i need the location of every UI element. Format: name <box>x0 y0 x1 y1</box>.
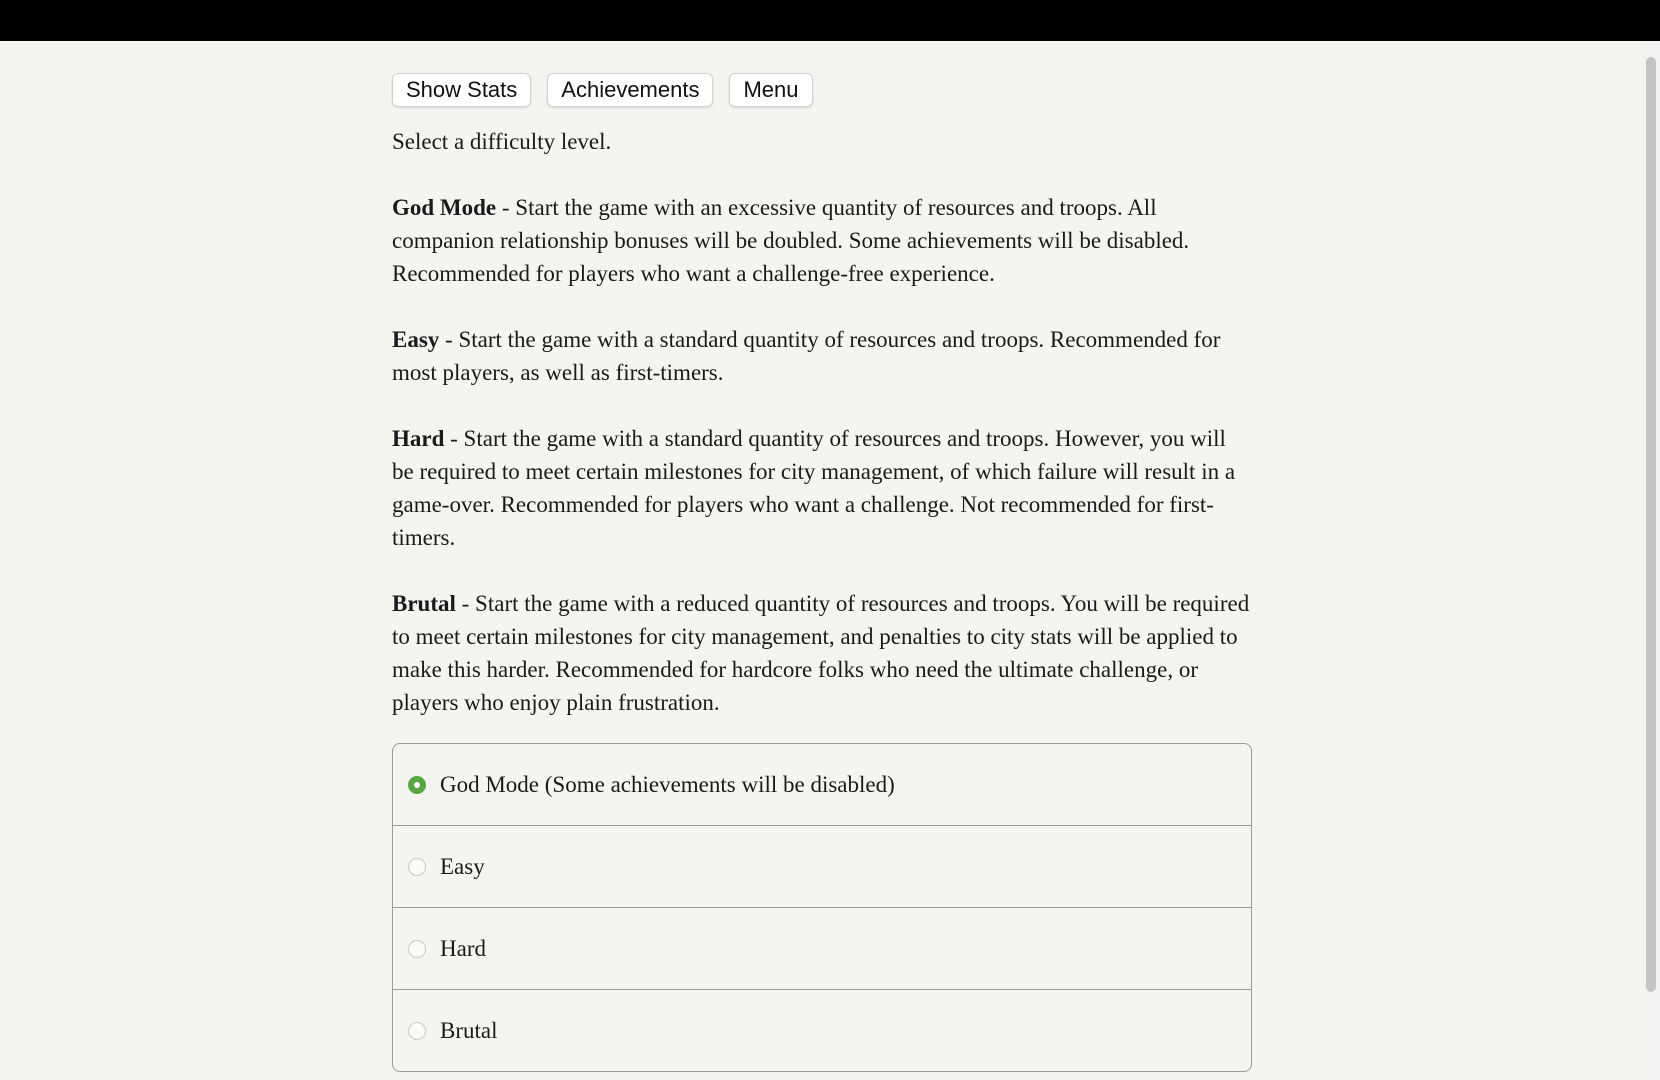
description-name: Brutal <box>392 591 456 616</box>
choice-label: God Mode (Some achievements will be disabled) <box>440 771 895 797</box>
choice-label: Hard <box>440 935 486 961</box>
show-stats-button[interactable]: Show Stats <box>392 73 531 107</box>
description-name: Easy <box>392 327 440 352</box>
description-easy <box>392 323 1252 389</box>
scrollbar-thumb[interactable] <box>1646 57 1656 992</box>
radio-button[interactable] <box>408 776 426 794</box>
difficulty-prompt: Select a difficulty level. <box>392 129 612 154</box>
choice-label: Brutal <box>440 1017 498 1043</box>
toolbar <box>392 73 1252 107</box>
choice-label: Easy <box>440 853 485 879</box>
radio-button[interactable] <box>408 858 426 876</box>
description-text: - Start the game with a standard quantity of resources and troops. Recommended for most players, as well as first-timers. <box>392 327 1221 385</box>
choice-god-mode[interactable] <box>393 744 1251 825</box>
description-brutal <box>392 587 1252 719</box>
description-god-mode <box>392 191 1252 290</box>
game-content <box>392 73 1252 1072</box>
radio-button[interactable] <box>408 1022 426 1040</box>
choice-hard[interactable] <box>393 907 1251 989</box>
difficulty-choice-list <box>392 743 1252 1072</box>
description-text: - Start the game with a reduced quantity of resources and troops. You will be required to meet certain milestones for city management, and penalties to city stats will be applied to make this harder. Recommended for hardcore folks who need the ultimate challenge, or players who enjoy plain frustration. <box>392 591 1250 715</box>
description-name: God Mode <box>392 195 497 220</box>
menu-button[interactable]: Menu <box>729 73 812 107</box>
achievements-button[interactable]: Achievements <box>547 73 713 107</box>
description-hard <box>392 422 1252 554</box>
choice-easy[interactable] <box>393 825 1251 907</box>
description-text: - Start the game with an excessive quantity of resources and troops. All companion relationship bonuses will be doubled. Some achievements will be disabled. Recommended for players who want a challenge-free experience. <box>392 195 1190 286</box>
top-bar <box>0 0 1660 41</box>
description-text: - Start the game with a standard quantity of resources and troops. However, you will be required to meet certain milestones for city management, of which failure will result in a game-over. Recommended for players who want a challenge. Not recommended for first-timers. <box>392 426 1236 550</box>
choice-brutal[interactable] <box>393 989 1251 1071</box>
scrollbar[interactable] <box>1642 41 1660 1080</box>
radio-button[interactable] <box>408 940 426 958</box>
description-name: Hard <box>392 426 445 451</box>
